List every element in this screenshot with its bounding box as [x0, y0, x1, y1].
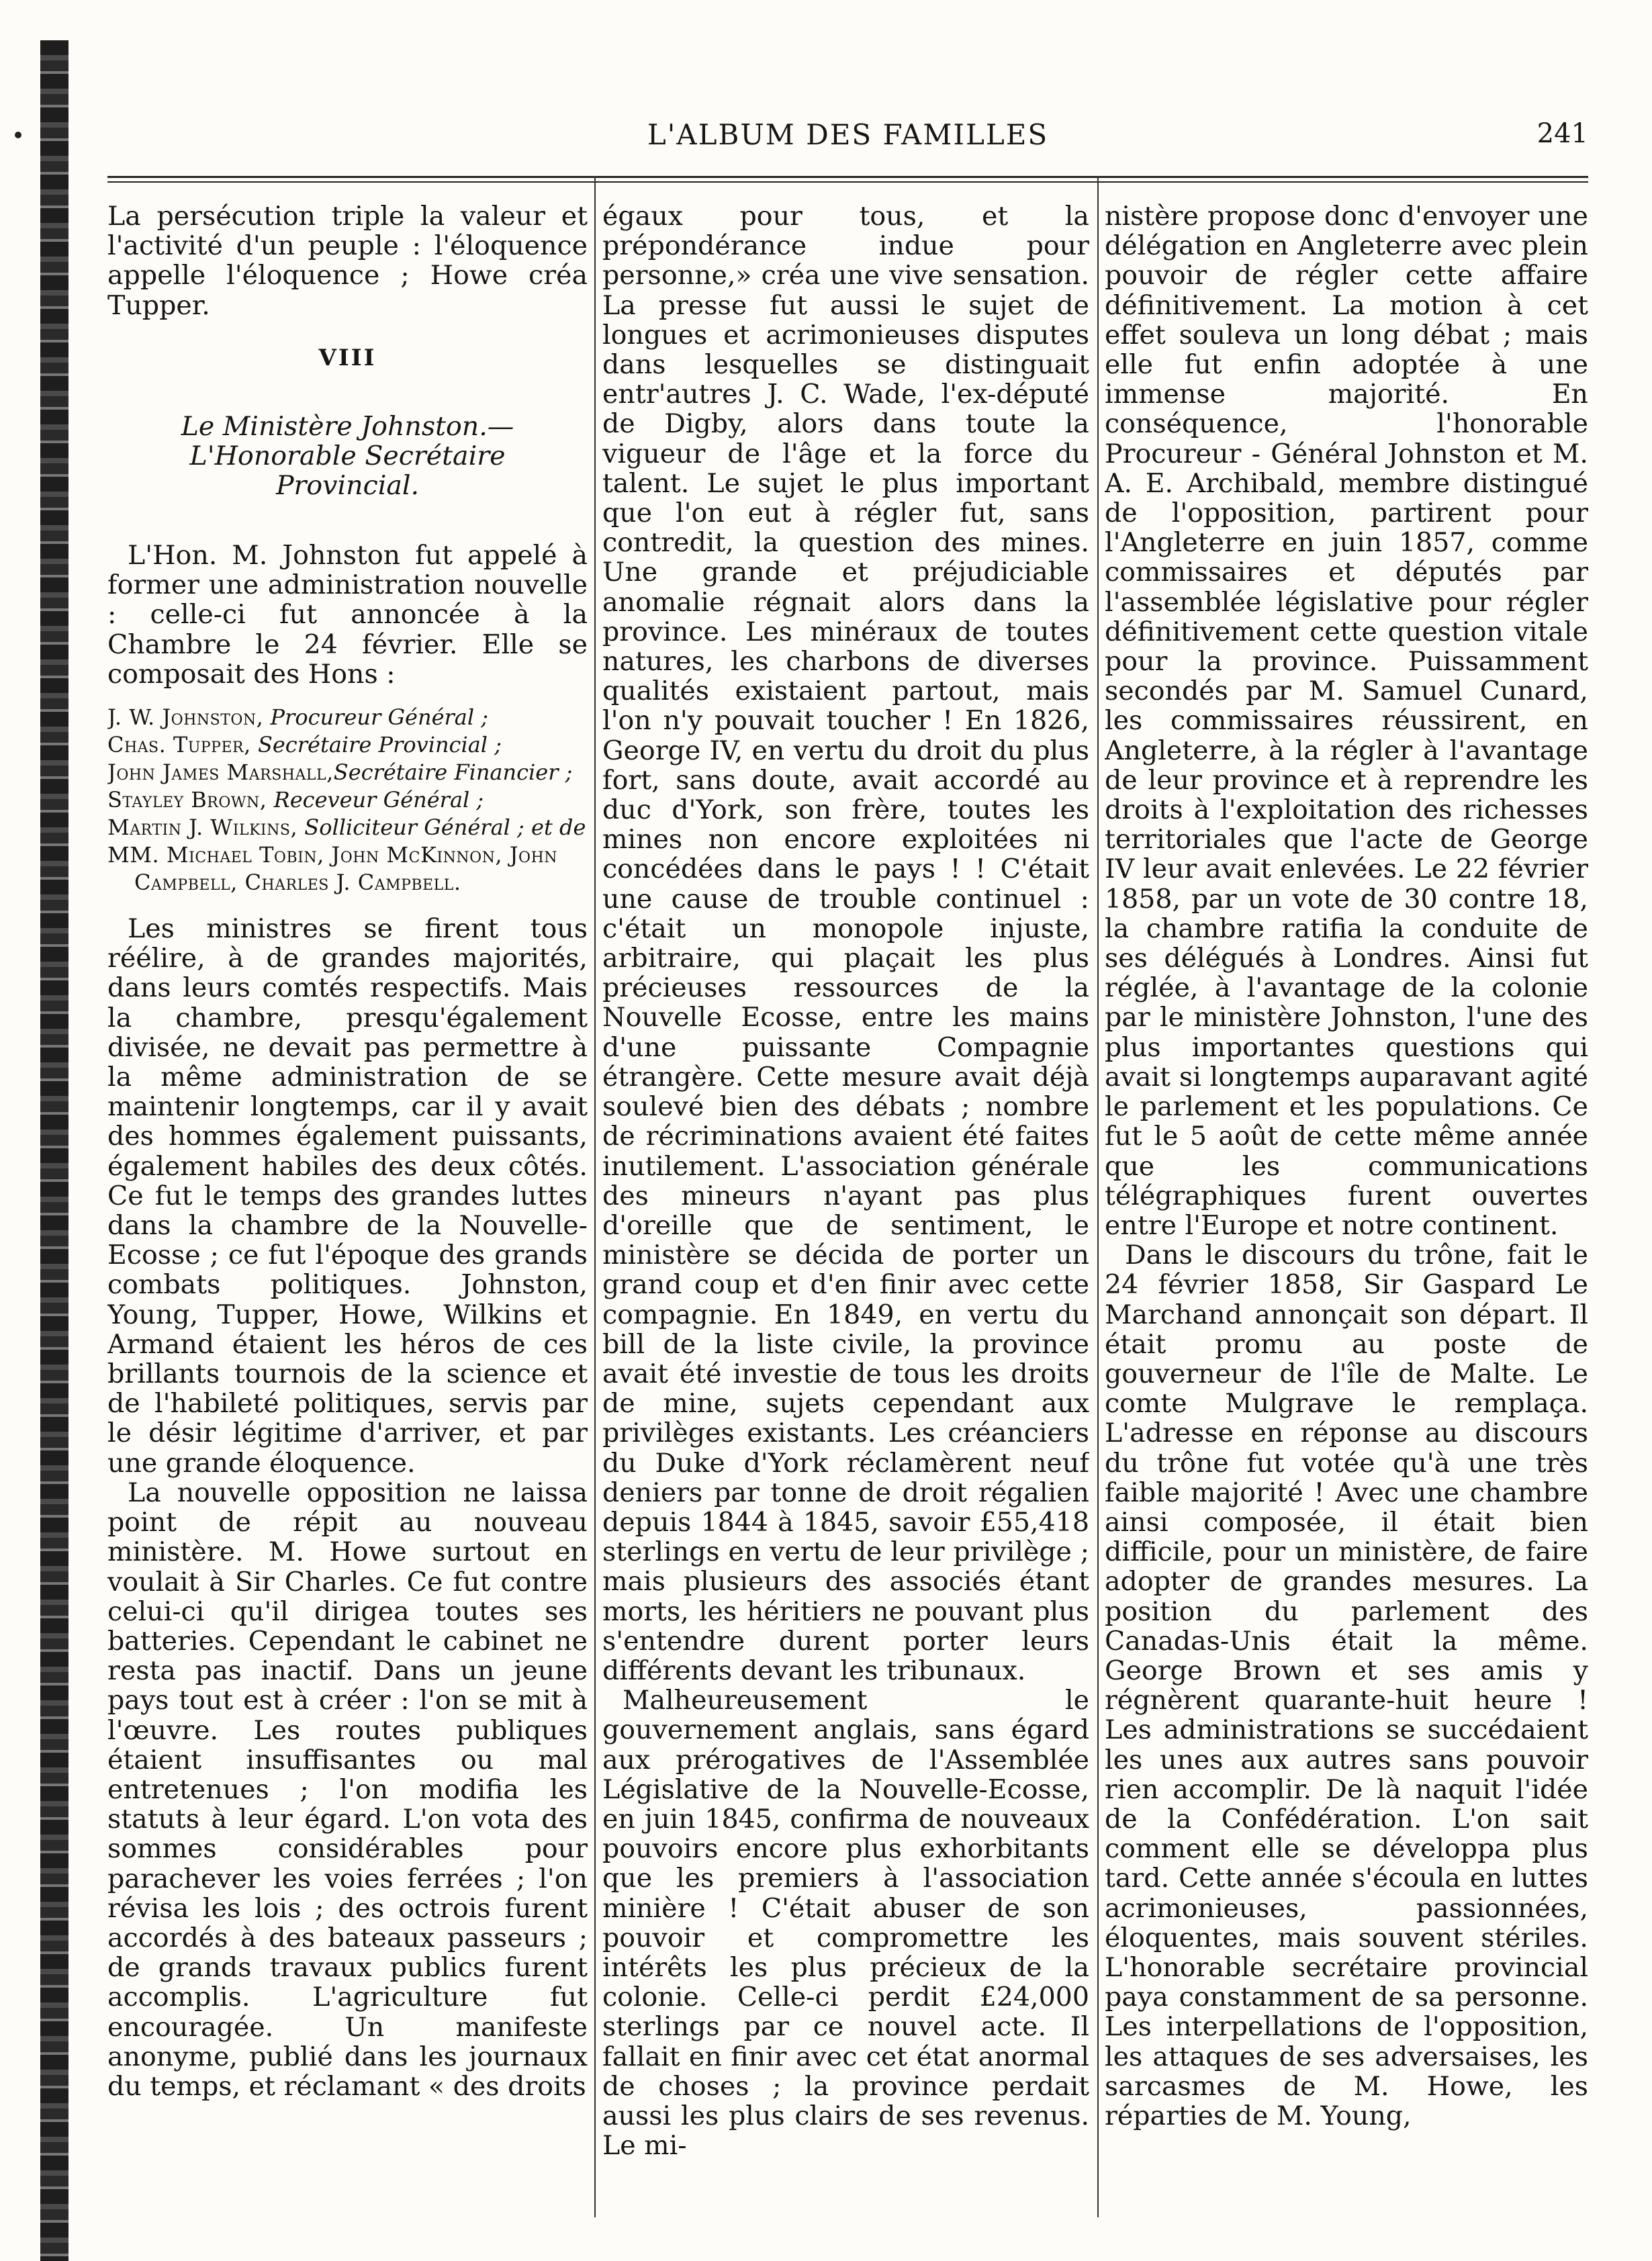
minister-role: Procureur Général ; — [270, 704, 489, 731]
minister-name: MM. Michael Tobin, John McKinnon, John Campbell, Charles J. Campbell. — [107, 842, 558, 896]
header-rule-top — [107, 176, 1588, 178]
minister-entry — [107, 759, 588, 786]
column-1 — [107, 201, 588, 2221]
paragraph: L'Hon. M. Johnston fut appelé à former une administration nouvelle : celle-ci fut annoncée à la Chambre le 24 février. Elle se composait des Hons : — [107, 540, 588, 690]
paragraph: nistère propose donc d'envoyer une délégation en Angleterre avec plein pouvoir de régler cette affaire définitivement. La motion à cet effet souleva un long débat ; mais elle fut enfin adoptée à une immense majorité. En conséquence, l'honorable Procureur - Général Johnston et M. A. E. Archibald, membre distingué de l'opposition, partirent pour l'Angleterre en juin 1857, comme commissaires et députés par l'assemblée législative pour régler définitivement cette question vitale pour la province. Puissamment secondés par M. Samuel Cunard, les commissaires réussirent, en Angleterre, à la régler à l'avantage de leur province et à reprendre les droits à l'exploitation des richesses territoriales que l'acte de George IV leur avait enlevées. Le 22 février 1858, par un vote de 30 contre 18, la chambre ratifia la conduite de ses délégués à Londres. Ainsi fut réglée, à l'avantage de la colonie par le ministère Johnston, l'une des plus importantes questions qui avait si longtemps auparavant agité le parlement et les populations. Ce fut le 5 août de cette même année que les communications télégraphiques furent ouvertes entre l'Europe et notre continent. — [1105, 201, 1588, 1241]
header-rule-bottom — [107, 181, 1588, 183]
column-divider-2 — [1097, 176, 1099, 2217]
minister-entry — [107, 786, 588, 814]
minister-name: Chas. Tupper, — [107, 732, 251, 758]
paragraph: Les ministres se firent tous réélire, à de grandes majorités, dans leurs comtés respectifs. Mais la chambre, presqu'également divisée, ne devait pas permettre à la même administration de se maintenir longtemps, car il y avait des hommes également puissants, également habiles des deux côtés. Ce fut le temps des grandes luttes dans la chambre de la Nouvelle-Ecosse ; ce fut l'époque des grands combats politiques. Johnston, Young, Tupper, Howe, Wilkins et Armand étaient les héros de ces brillants tournois de la science et de l'habileté politiques, servis par le désir légitime d'arriver, et par une grande éloquence. — [107, 913, 588, 1479]
minister-entry — [107, 731, 588, 759]
paragraph: égaux pour tous, et la prépondérance indue pour personne,» créa une vive sensation. La presse fut aussi le sujet de longues et acrimonieuses disputes dans lesquelles se distinguait entr'autres J. C. Wade, l'ex-député de Digby, alors dans toute la vigueur de l'âge et la force du talent. Le sujet le plus important que l'on eut à régler fut, sans contredit, la question des mines. Une grande et préjudiciable anomalie régnait alors dans la province. Les minéraux de toutes natures, les charbons de diverses qualités existaient partout, mais l'on n'y pouvait toucher ! En 1826, George IV, en vertu du droit du plus fort, sans doute, avait accordé au duc d'York, son frère, toutes les mines non encore exploitées ni concédées dans le pays ! ! C'était une cause de trouble continuel : c'était un monopole injuste, arbitraire, qui plaçait les plus précieuses ressources de la Nouvelle Ecosse, entre les mains d'une puissante Compagnie étrangère. Cette mesure avait déjà soulevé bien des débats ; nombre de récriminations avaient été faites inutilement. L'association générale des mineurs n'ayant pas plus d'oreille que de sentiment, le ministère se décida de porter un grand coup et d'en finir avec cette compagnie. En 1849, en vertu du bill de la liste civile, la province avait été investie de tous les droits de mine, sujets cependant aux privilèges existants. Les créanciers du Duke d'York réclamèrent neuf deniers par tonne de droit régalien depuis 1844 à 1845, savoir £55,418 sterlings en vertu de leur privilège ; mais plusieurs des associés étant morts, les héritiers ne pouvant plus s'entendre durent porter leurs différents devant les tribunaux. — [602, 201, 1089, 1686]
minister-role: Receveur Général ; — [273, 787, 484, 813]
column-3 — [1105, 201, 1588, 2221]
paragraph: Malheureusement le gouvernement anglais, sans égard aux prérogatives de l'Assemblée Législative de la Nouvelle-Ecosse, en juin 1845, confirma de nouveaux pouvoirs encore plus exhorbitants que les premiers à l'association minière ! C'était abuser de son pouvoir et compromettre les intérêts les plus précieux de la colonie. Celle-ci perdit £24,000 sterlings par ce nouvel acte. Il fallait en finir avec cet état anormal de choses ; la province perdait aussi les plus clairs de ses revenus. Le mi- — [602, 1685, 1089, 2162]
paragraph: Dans le discours du trône, fait le 24 février 1858, Sir Gaspard Le Marchand annonçait son départ. Il était promu au poste de gouverneur de l'île de Malte. Le comte Mulgrave le remplaça. L'adresse en réponse au discours du trône fut votée qu'à une très faible majorité ! Avec une chambre ainsi composée, il était bien difficile, pour un ministère, de faire adopter de grandes mesures. La position du parlement des Canadas-Unis était la même. George Brown et ses amis y régnèrent quarante-huit heure ! Les administrations se succédaient les unes aux autres sans pouvoir rien accomplir. De là naquit l'idée de la Confédération. L'on sait comment elle se développa plus tard. Cette année s'écoula en luttes acrimonieuses, passionnées, éloquentes, mais souvent stériles. L'honorable secrétaire provincial paya constamment de sa personne. Les interpellations de l'opposition, les attaques de ses adversaises, les sarcasmes de M. Howe, les réparties de M. Young, — [1105, 1240, 1588, 2131]
minister-role: Secrétaire Financier ; — [333, 759, 573, 786]
column-2 — [602, 201, 1089, 2221]
minister-entry — [107, 814, 588, 841]
section-title: Le Ministère Johnston.—L'Honorable Secrétaire Provincial. — [181, 411, 514, 502]
minister-name: J. W. Johnston, — [107, 704, 264, 731]
book-binding-edge — [40, 40, 68, 2261]
minister-role: Solliciteur Général ; et de — [304, 815, 586, 841]
minister-name: John James Marshall, — [107, 759, 334, 786]
minister-entry — [107, 841, 588, 896]
minister-role: Secrétaire Provincial ; — [257, 732, 502, 758]
minister-name: Stayley Brown, — [107, 787, 267, 813]
minister-name: Martin J. Wilkins, — [107, 815, 298, 841]
paragraph: La nouvelle opposition ne laissa point de répit au nouveau ministère. M. Howe surtout en voulait à Sir Charles. Ce fut contre celui-ci qu'il dirigea toutes ses batteries. Cependant le cabinet ne resta pas inactif. Dans un jeune pays tout est à créer : l'on se mit à l'œuvre. Les routes publiques étaient insuffisantes ou mal entretenues ; l'on modifia les statuts à leur égard. L'on vota des sommes considérables pour parachever les voies ferrées ; l'on révisa les lois ; des octrois furent accordés à des bateaux passeurs ; de grands travaux publics furent accomplis. L'agriculture fut encouragée. Un manifeste anonyme, publié dans les journaux du temps, et réclamant « des droits — [107, 1477, 588, 2102]
section-number: VIII — [318, 344, 377, 371]
page-number: 241 — [1536, 118, 1588, 149]
page-header — [107, 118, 1588, 165]
minister-entry — [107, 704, 588, 731]
column-divider-1 — [594, 176, 596, 2217]
paragraph: La persécution triple la valeur et l'activité d'un peuple : l'éloquence appelle l'éloquence ; Howe créa Tupper. — [107, 201, 588, 321]
running-title: L'ALBUM DES FAMILLES — [647, 118, 1049, 151]
minister-list — [107, 704, 588, 896]
margin-dot — [15, 132, 21, 138]
